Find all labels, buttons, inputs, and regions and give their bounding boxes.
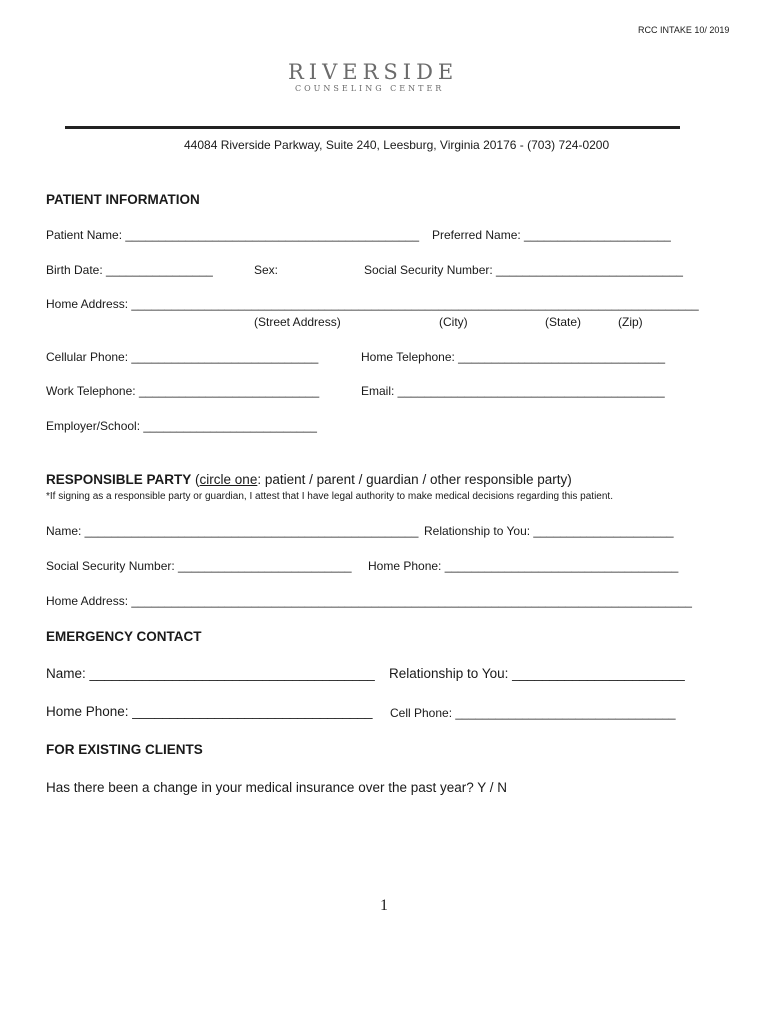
responsible-note: *If signing as a responsible party or guardian, I attest that I have legal authority to make medical decisions regarding this patient. bbox=[46, 491, 613, 502]
work-telephone-field[interactable]: Work Telephone: ___________________________ bbox=[46, 384, 320, 398]
logo-title: RIVERSIDE bbox=[288, 60, 459, 84]
responsible-party-heading bbox=[46, 472, 572, 487]
cell-phone-field[interactable]: Cellular Phone: ____________________________ bbox=[46, 350, 319, 364]
emergency-home-phone-field[interactable]: Home Phone: ________________________________ bbox=[46, 704, 373, 719]
responsible-ssn-field[interactable]: Social Security Number: __________________________ bbox=[46, 559, 352, 573]
circle-open-paren: ( bbox=[195, 472, 200, 487]
logo-subtitle: COUNSELING CENTER bbox=[295, 84, 445, 93]
section-title-patient: PATIENT INFORMATION bbox=[46, 192, 200, 207]
circle-one-label: circle one bbox=[199, 472, 258, 487]
section-title-existing: FOR EXISTING CLIENTS bbox=[46, 742, 203, 757]
label-city: (City) bbox=[439, 315, 468, 329]
address-line: 44084 Riverside Parkway, Suite 240, Leesburg, Virginia 20176 - (703) 724-0200 bbox=[184, 138, 610, 152]
label-street-address: (Street Address) bbox=[254, 315, 341, 329]
sex-field[interactable]: Sex: bbox=[254, 263, 279, 277]
ssn-field[interactable]: Social Security Number: ____________________________ bbox=[364, 263, 683, 277]
page-number: 1 bbox=[380, 897, 388, 914]
section-title-emergency: EMERGENCY CONTACT bbox=[46, 629, 202, 644]
email-field[interactable]: Email: ________________________________________ bbox=[361, 384, 665, 398]
circle-options[interactable]: : patient / parent / guardian / other responsible party) bbox=[257, 472, 572, 487]
responsible-name-field[interactable]: Name: __________________________________________________ bbox=[46, 524, 419, 538]
emergency-cell-phone-field[interactable]: Cell Phone: _________________________________ bbox=[390, 706, 676, 720]
insurance-change-question[interactable]: Has there been a change in your medical insurance over the past year? Y / N bbox=[46, 780, 508, 795]
responsible-home-phone-field[interactable]: Home Phone: ___________________________________ bbox=[368, 559, 679, 573]
responsible-home-address-field[interactable]: Home Address: ____________________________________________________________________________________ bbox=[46, 594, 692, 608]
label-state: (State) bbox=[545, 315, 582, 329]
emergency-name-field[interactable]: Name: ______________________________________ bbox=[46, 666, 375, 681]
patient-name-field[interactable]: Patient Name: ____________________________________________ bbox=[46, 228, 420, 242]
home-telephone-field[interactable]: Home Telephone: _______________________________ bbox=[361, 350, 666, 364]
header-rule bbox=[65, 126, 680, 129]
birth-date-field[interactable]: Birth Date: ________________ bbox=[46, 263, 213, 277]
preferred-name-field[interactable]: Preferred Name: ______________________ bbox=[432, 228, 671, 242]
emergency-relationship-field[interactable]: Relationship to You: _______________________ bbox=[389, 666, 685, 681]
label-zip: (Zip) bbox=[618, 315, 643, 329]
home-address-field[interactable]: Home Address: _____________________________________________________________________________________ bbox=[46, 297, 699, 311]
employer-school-field[interactable]: Employer/School: __________________________ bbox=[46, 419, 317, 433]
form-code: RCC INTAKE 10/ 2019 bbox=[638, 25, 730, 35]
section-title-responsible: RESPONSIBLE PARTY bbox=[46, 472, 192, 487]
responsible-relationship-field[interactable]: Relationship to You: _____________________ bbox=[424, 524, 674, 538]
